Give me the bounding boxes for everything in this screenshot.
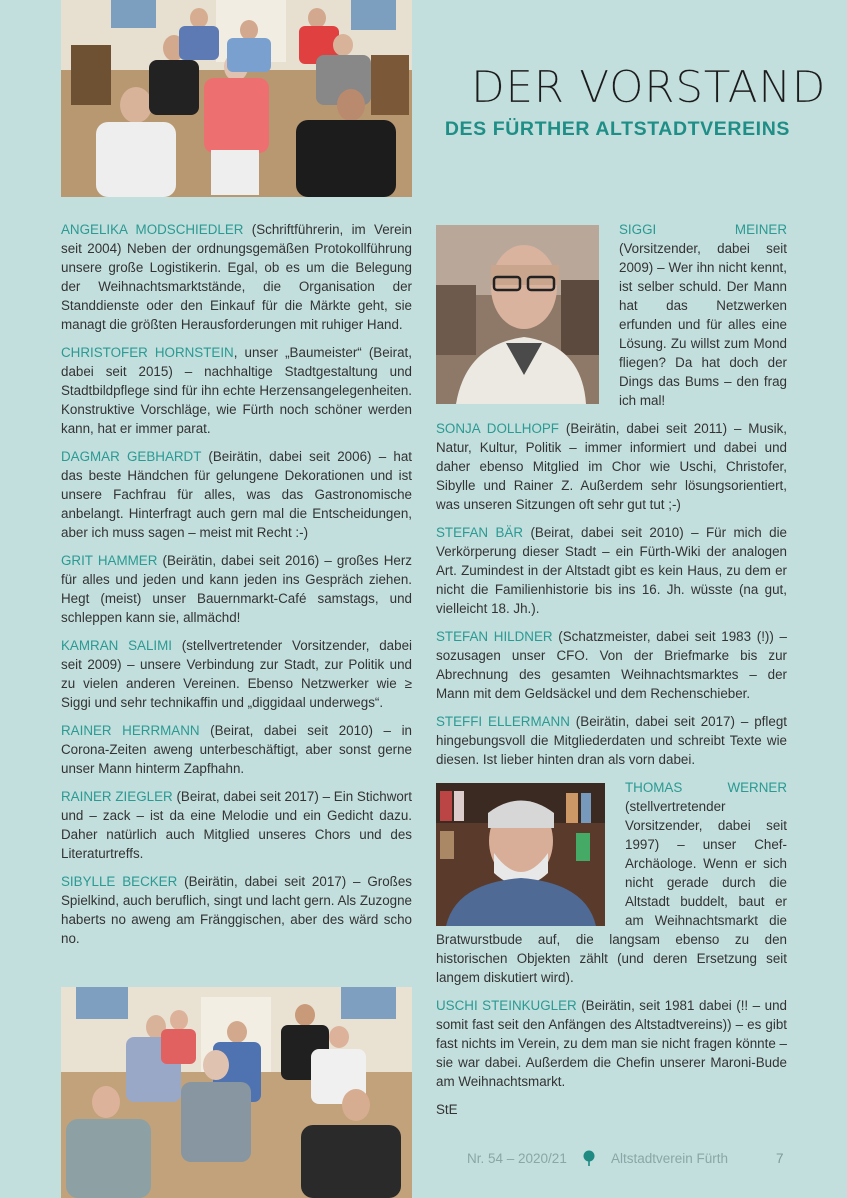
member-name: DAGMAR GEBHARDT bbox=[61, 449, 202, 464]
member-name: STEFAN BÄR bbox=[436, 525, 524, 540]
portrait-thomas-werner bbox=[436, 783, 605, 926]
member-entry bbox=[436, 523, 787, 618]
member-description: (Schatzmeister, dabei seit 1983 (!)) – sozusagen unser CFO. Von der Briefmarke bis zur Abrechnung des gesamten Weihnachtsmarktes – der Mann mit dem Geldsäckel und dem Rechenschieber. bbox=[436, 629, 787, 701]
member-name: USCHI STEINKUGLER bbox=[436, 998, 577, 1013]
member-name: KAMRAN SALIMI bbox=[61, 638, 172, 653]
member-name: SONJA DOLLHOPF bbox=[436, 421, 559, 436]
member-entry bbox=[61, 220, 412, 334]
member-entry bbox=[436, 712, 787, 769]
member-entry bbox=[436, 996, 787, 1091]
member-name: GRIT HAMMER bbox=[61, 553, 158, 568]
member-entry bbox=[61, 872, 412, 948]
member-name: SIGGI MEINER bbox=[619, 222, 787, 237]
member-description: (Beirätin, dabei seit 2016) – großes Herz für alles und jeden und kann jeden ins Gespräch ziehen. Hegt (meist) unser Bauernmarkt-Café samstags, und schleppen kann sie, allmächd! bbox=[61, 553, 412, 625]
member-description: (Beirätin, dabei seit 2017) – pflegt hingebungsvoll die Mitgliederdaten und schreibt Texte wie diesen. Ist lieber hinten dran als vorn dabei. bbox=[436, 714, 787, 767]
member-name: ANGELIKA MODSCHIEDLER bbox=[61, 222, 244, 237]
page-title: DER VORSTAND bbox=[470, 62, 826, 113]
group-photo-top bbox=[61, 0, 412, 197]
member-description: (Beirat, dabei seit 2010) – Für mich die Verkörperung dieser Stadt – ein Fürth-Wiki der analogen Art. Zumindest in der Altstadt gibt es kein Haus, zu dem er nicht die Familienhistorie bis ins 16. Jh. wüsste (na gut, vielleicht 18. Jh.). bbox=[436, 525, 787, 616]
issue-number: Nr. 54 – 2020/21 bbox=[467, 1151, 567, 1166]
member-description: (Beirat, dabei seit 2017) – Ein Stichwort und – zack – ist da eine Melodie und ein Gedicht dazu. Daher natürlich auch Mitglied unseres Chors und des Literaturtreffs. bbox=[61, 789, 412, 861]
member-name: RAINER HERRMANN bbox=[61, 723, 200, 738]
left-column bbox=[61, 220, 412, 957]
member-description: , unser „Baumeister“ (Beirat, dabei seit 2015) – nachhaltige Stadtgestaltung und Stadtbildpflege sind für ihn echte Herzensangelegenheiten. Konstruktive Vorschläge, wie Fürth noch schöner werden kann, hat er immer parat. bbox=[61, 345, 412, 436]
member-name: SIBYLLE BECKER bbox=[61, 874, 178, 889]
page-subtitle: DES FÜRTHER ALTSTADTVEREINS bbox=[444, 118, 790, 140]
member-entry bbox=[61, 343, 412, 438]
member-name: STEFFI ELLERMANN bbox=[436, 714, 570, 729]
member-name: STEFAN HILDNER bbox=[436, 629, 553, 644]
member-entry bbox=[61, 447, 412, 542]
member-entry bbox=[61, 551, 412, 627]
member-entry bbox=[61, 636, 412, 712]
member-description: (stellvertretender Vorsitzender, dabei seit 2009) – unsere Verbindung zur Stadt, zur Politik und zu vielen anderen Vereinen. Ebenso Netzwerker wie ≥ Siggi und sehr technikaffin und „diggidaal underwegs“. bbox=[61, 638, 412, 710]
page-number: 7 bbox=[776, 1151, 784, 1166]
tree-icon bbox=[583, 1150, 595, 1169]
member-description: (Beirätin, dabei seit 2017) – Großes Spielkind, auch beruflich, singt und lacht gern. Als Zuzogne haberts no aweng am Fränggischen, aber des wärd scho no. bbox=[61, 874, 412, 946]
member-name: CHRISTOFER HORNSTEIN bbox=[61, 345, 234, 360]
member-entry bbox=[61, 787, 412, 863]
portrait-siggi-meiner bbox=[436, 225, 599, 404]
member-entry bbox=[436, 419, 787, 514]
member-description: (stellvertretender Vorsitzender, dabei seit 1997) – unser Chef-Archäologe. Wenn er sich nicht gerade durch die Altstadt buddelt, baut er am Weihnachtsmarkt die Bratwurstbude auf, die langsam ebenso zu den historischen Objekten zählt (und deren Ersetzung seit langem diskutiert wird). bbox=[436, 799, 787, 985]
author-signature: StE bbox=[436, 1102, 458, 1117]
member-name: THOMAS WERNER bbox=[625, 780, 787, 795]
member-entry bbox=[61, 721, 412, 778]
right-column bbox=[436, 220, 787, 1128]
member-description: (Schriftführerin, im Verein seit 2004) Neben der ordnungsgemäßen Protokollführung unsere große Logistikerin. Egal, ob es um die Belegung der Weihnachtsmarktstände, die Organisation der Standdienste oder den Einkauf für die Märkte geht, sie managt die größten Herausforderungen mit ruhiger Hand. bbox=[61, 222, 412, 332]
publisher-name: Altstadtverein Fürth bbox=[611, 1151, 729, 1166]
member-description: (Beirätin, dabei seit 2006) – hat das beste Händchen für gelungene Dekorationen und ist unsere Fachfrau für alles, was das Gastronomische anbelangt. Hinterfragt auch gern mal die Entscheidungen, aber ich muss sagen – meist mit Recht :-) bbox=[61, 449, 412, 540]
member-description: (Beirätin, dabei seit 2011) – Musik, Natur, Kultur, Politik – immer informiert und dabei und daher ebenso Mitglied im Chor wie Uschi, Christofer, Sibylle und Rainer Z. Außerdem sehr lösungsorientiert, was unseren Sitzungen oft sehr gut tut ;-) bbox=[436, 421, 787, 512]
member-description: (Vorsitzender, dabei seit 2009) – Wer ihn nicht kennt, ist selber schuld. Der Mann hat das Netzwerken erfunden und für alles eine Lösung. Zu willst zum Mond fliegen? Da hat doch der Dings das Bums – den frag ich mal! bbox=[619, 241, 787, 408]
member-entry bbox=[436, 627, 787, 703]
member-description: (Beirat, dabei seit 2010) – in Corona-Zeiten aweng unterbeschäftigt, aber sonst gerne unser Mann hinterm Zapfhahn. bbox=[61, 723, 413, 776]
member-description: (Beirätin, seit 1981 dabei (!! – und somit fast seit den Anfängen des Altstadtvereins)) – es gibt fast nichts im Verein, zu dem man sie nicht fragen könnte – sie war dabei. Außerdem die Chefin unserer Maroni-Bude am Weihnachtsmarkt. bbox=[436, 998, 787, 1089]
group-photo-bottom bbox=[61, 987, 412, 1198]
member-name: RAINER ZIEGLER bbox=[61, 789, 173, 804]
